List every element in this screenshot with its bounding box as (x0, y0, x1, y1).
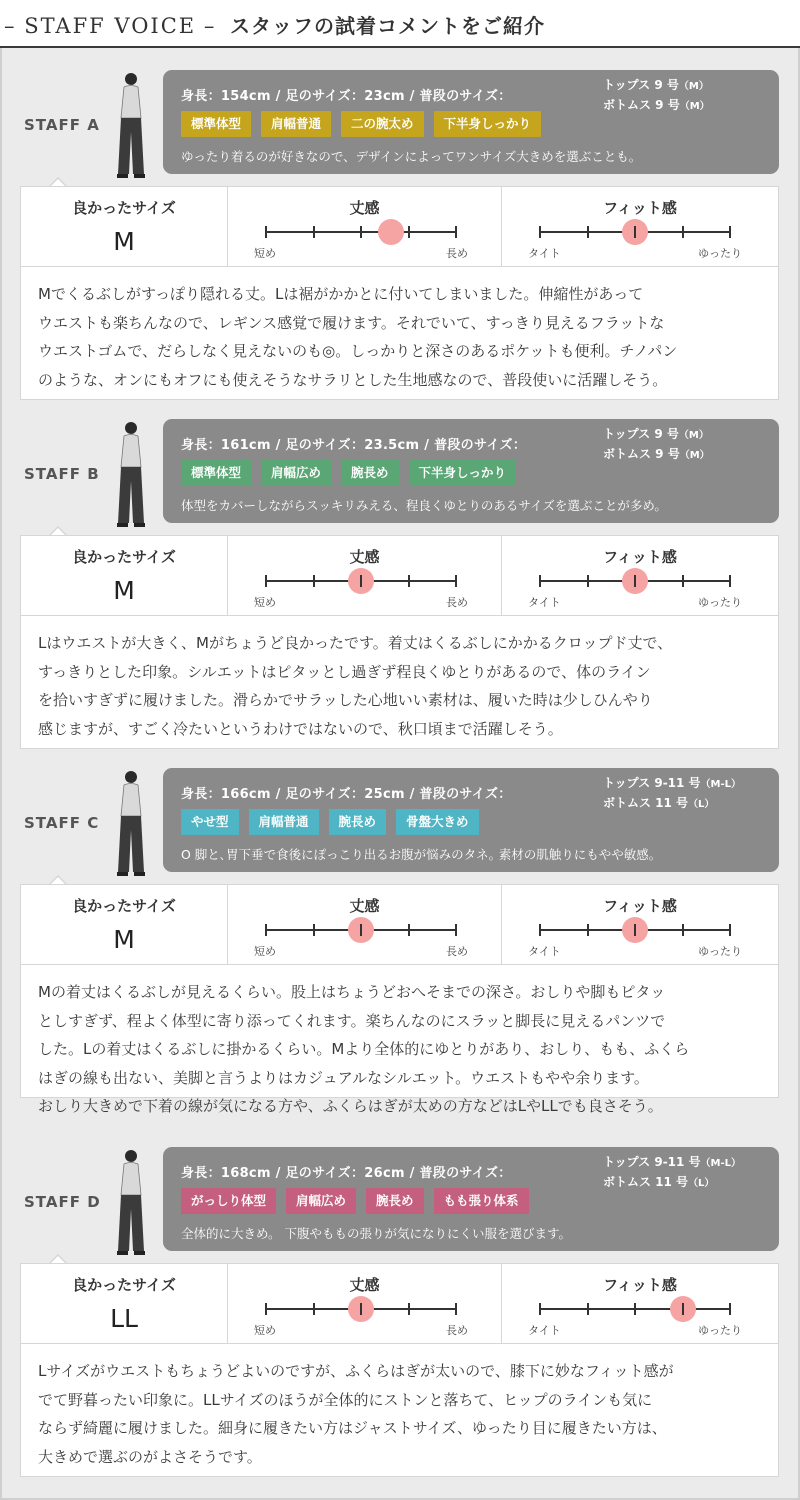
review-line: おしり大きめで下着の線が気になる方や、ふくらはぎが太めの方などはLやLLでも良さそう。 (38, 1097, 663, 1115)
fit-label: フィット感 (603, 199, 677, 217)
scale-tick (729, 226, 731, 238)
fit-scale (528, 1308, 742, 1337)
usual-size (603, 76, 710, 116)
fit-label: フィット感 (603, 548, 677, 566)
scale-tick (265, 575, 267, 587)
scale-tick (587, 924, 589, 936)
staff-card-4 (0, 1147, 800, 1496)
scale-tick (313, 575, 315, 587)
body-type-tag: 二の腕太め (341, 111, 424, 137)
review-line: ウエストゴムで、だらしなく見えないのも◎。しっかりと深さのあるポケットも便利。チノパン (38, 342, 678, 360)
staff-photo (108, 419, 154, 531)
staff-photo (108, 70, 154, 182)
body-type-tag: 肩幅普通 (261, 111, 331, 137)
scale-tick (265, 924, 267, 936)
usual-bottoms: ボトムス 11 号 (603, 796, 689, 810)
review-line: 大きめで選ぶのがよさそうです。 (38, 1447, 262, 1466)
fit-cell (502, 885, 778, 965)
scale-tick (729, 1303, 731, 1315)
scale-tick (682, 575, 684, 587)
staff-name: STAFF C (24, 814, 100, 832)
header-prefix: – (4, 14, 17, 38)
staff-measurements: 身長：168cm / 足のサイズ：26cm / 普段のサイズ： (181, 1166, 512, 1181)
review-text (38, 978, 763, 1121)
fit-label: フィット感 (603, 897, 677, 915)
scale-tick (313, 1303, 315, 1315)
scale-tick (408, 575, 410, 587)
body-type-tag: 腕長め (341, 460, 399, 486)
fit-max-label: ゆったり (698, 247, 742, 260)
fit-cell (502, 1264, 778, 1344)
good-size-value: M (113, 227, 135, 256)
body-type-tag: 肩幅広め (286, 1188, 356, 1214)
scale-tick (729, 575, 731, 587)
fit-min-label: タイト (528, 247, 561, 260)
length-cell (228, 1264, 502, 1344)
usual-bottoms: ボトムス 9 号 (603, 98, 680, 112)
staff-name: STAFF B (24, 465, 100, 483)
staff-measurements: 身長：154cm / 足のサイズ：23cm / 普段のサイズ： (181, 89, 512, 104)
usual-size (603, 1153, 741, 1193)
scale-tick (455, 1303, 457, 1315)
fit-max-label: ゆったり (698, 1324, 742, 1337)
fit-scale (528, 929, 742, 958)
fit-max-label: ゆったり (698, 596, 742, 609)
length-scale (254, 231, 468, 260)
body-type-tag: 肩幅広め (261, 460, 331, 486)
fit-min-label: タイト (528, 596, 561, 609)
scale-tick (265, 1303, 267, 1315)
usual-size (603, 425, 710, 465)
staff-measurements: 身長：166cm / 足のサイズ：25cm / 普段のサイズ： (181, 787, 512, 802)
length-scale (254, 1308, 468, 1337)
staff-card-3 (0, 768, 800, 1117)
staff-profile-box (163, 1147, 779, 1251)
scale-tick (360, 575, 362, 587)
fitting-panel (20, 535, 779, 749)
scale-tick (634, 226, 636, 238)
length-scale (254, 580, 468, 609)
page-header (0, 0, 800, 48)
staff-comment: ゆったり着るのが好きなので、デザインによってワンサイズ大きめを選ぶことも。 (181, 149, 642, 164)
header-title (4, 10, 545, 39)
good-size-label: 良かったサイズ (72, 548, 176, 566)
body-type-tag: がっしり体型 (181, 1188, 276, 1214)
scale-tick (587, 1303, 589, 1315)
length-min-label: 短め (254, 247, 276, 260)
body-type-tag: 標準体型 (181, 111, 251, 137)
review-line: でて野暮ったい印象に。LLサイズのほうが全体的にストンと落ちて、ヒップのラインも気に (38, 1390, 653, 1409)
scale-tick (682, 226, 684, 238)
review-line: した。Lの着丈はくるぶしに掛かるくらい。Mより全体的にゆとりがあり、おしり、もも、ふくら (38, 1040, 690, 1058)
scale-tick (587, 226, 589, 238)
body-type-tag: 下半身しっかり (409, 460, 517, 486)
review-line: すっきりとした印象。シルエットはピタッとし過ぎず程良くゆとりがあるので、体のライン (38, 662, 651, 681)
review-line: Mでくるぶしがすっぽり隠れる丈。Lは裾がかかとに付いてしまいました。伸縮性があって (38, 285, 644, 303)
review-line: ならず綺麗に履けました。細身に履きたい方はジャストサイズ、ゆったり目に履きたい方は、 (38, 1419, 667, 1437)
usual-bottoms-size: （M） (679, 450, 710, 461)
staff-profile-box (163, 768, 779, 872)
staff-comment: 全体的に大きめ。 下腹やももの張りが気になりにくい服を選びます。 (181, 1226, 571, 1241)
header-title-en: STAFF VOICE (24, 14, 197, 38)
scale-tick (539, 1303, 541, 1315)
size-row (21, 187, 778, 267)
good-size-value: M (113, 576, 135, 605)
review-line: を拾いすぎずに履けました。滑らかでサラッした心地いい素材は、履いた時は少しひんやり (38, 691, 653, 709)
scale-tick (539, 575, 541, 587)
body-type-tag: 骨盤大きめ (396, 809, 479, 835)
staff-name: STAFF A (24, 116, 100, 134)
review-line: としすぎず、程よく体型に寄り添ってくれます。楽ちんなのにスラッと脚長に見えるパンツで (38, 1011, 666, 1030)
good-size-value: LL (110, 1304, 138, 1333)
usual-bottoms: ボトムス 9 号 (603, 447, 680, 461)
size-row (21, 536, 778, 616)
body-type-tag: 標準体型 (181, 460, 251, 486)
length-max-label: 長め (446, 945, 468, 958)
staff-profile-box (163, 70, 779, 174)
scale-tick (408, 924, 410, 936)
good-size-label: 良かったサイズ (72, 1276, 176, 1294)
good-size-cell (21, 1264, 228, 1344)
fitting-panel (20, 186, 779, 400)
usual-tops: トップス 9 号 (603, 78, 679, 92)
length-min-label: 短め (254, 945, 276, 958)
length-label: 丈感 (349, 199, 380, 217)
length-cell (228, 885, 502, 965)
fitting-panel (20, 1263, 779, 1477)
length-min-label: 短め (254, 596, 276, 609)
good-size-cell (21, 885, 228, 965)
body-type-tag: 肩幅普通 (249, 809, 319, 835)
scale-tick (682, 1303, 684, 1315)
scale-tick (455, 226, 457, 238)
scale-tick (408, 1303, 410, 1315)
length-scale (254, 929, 468, 958)
usual-tops-size: （M） (678, 81, 709, 92)
body-type-tag: やせ型 (181, 809, 239, 835)
body-type-tag: もも張り体系 (434, 1188, 529, 1214)
review-line: Lサイズがウエストもちょうどよいのですが、ふくらはぎが太いので、膝下に妙なフィット感が (38, 1362, 674, 1380)
scale-tick (313, 924, 315, 936)
scale-tick (265, 226, 267, 238)
usual-tops-size: （M） (678, 430, 709, 441)
usual-size (603, 774, 741, 814)
review-line: のような、オンにもオフにも使えそうなサラリとした生地感なので、普段使いに活躍しそう。 (38, 370, 668, 389)
scale-tick (587, 575, 589, 587)
fit-max-label: ゆったり (698, 945, 742, 958)
review-text (38, 280, 763, 394)
scale-tick (313, 226, 315, 238)
body-type-tag: 腕長め (329, 809, 387, 835)
fit-label: フィット感 (603, 1276, 677, 1294)
fitting-panel (20, 884, 779, 1115)
body-type-tags (181, 809, 489, 835)
good-size-value: M (113, 925, 135, 954)
scale-tick (682, 924, 684, 936)
body-type-tags (181, 111, 551, 137)
scale-tick (634, 924, 636, 936)
scale-tick (455, 924, 457, 936)
scale-tick (539, 226, 541, 238)
scale-tick (729, 924, 731, 936)
header-title-ja: スタッフの試着コメントをご紹介 (230, 14, 545, 38)
usual-bottoms-size: （M） (679, 101, 710, 112)
scale-tick (408, 226, 410, 238)
length-label: 丈感 (349, 897, 380, 915)
staff-card-1 (0, 70, 800, 419)
usual-bottoms-size: （L） (688, 799, 715, 810)
review-line: Lはウエストが大きく、Mがちょうど良かったです。着丈はくるぶしにかかるクロップド丈で、 (38, 634, 673, 652)
size-row (21, 885, 778, 965)
review-line: ウエストも楽ちんなので、レギンス感覚で履けます。それでいて、すっきり見えるフラットな (38, 313, 665, 332)
size-row (21, 1264, 778, 1344)
good-size-label: 良かったサイズ (72, 897, 176, 915)
header-dash: – (203, 14, 217, 38)
staff-comment: 体型をカバーしながらスッキリみえる、程良くゆとりのあるサイズを選ぶことが多め。 (181, 498, 667, 513)
length-cell (228, 536, 502, 616)
review-line: Mの着丈はくるぶしが見えるくらい。股上はちょうどおへそまでの深さ。おしりや脚もピタッ (38, 983, 666, 1001)
good-size-cell (21, 187, 228, 267)
fit-cell (502, 536, 778, 616)
fit-min-label: タイト (528, 945, 561, 958)
scale-tick (360, 1303, 362, 1315)
staff-profile-box (163, 419, 779, 523)
length-max-label: 長め (446, 596, 468, 609)
usual-tops-size: （M-L） (700, 779, 742, 790)
fit-scale (528, 580, 742, 609)
length-min-label: 短め (254, 1324, 276, 1337)
body-type-tag: 下半身しっかり (434, 111, 542, 137)
fit-scale (528, 231, 742, 260)
staff-name: STAFF D (24, 1193, 101, 1211)
review-line: 感じますが、すごく冷たいというわけではないので、秋口頃まで活躍しそう。 (38, 719, 563, 738)
length-label: 丈感 (349, 1276, 380, 1294)
usual-bottoms-size: （L） (688, 1178, 715, 1189)
body-type-tags (181, 460, 526, 486)
scale-tick (539, 924, 541, 936)
staff-comment: O 脚と､胃下垂で食後にぽっこり出るお腹が悩みのタネ｡ 素材の肌触りにもやや敏感｡ (181, 847, 656, 862)
usual-tops: トップス 9 号 (603, 427, 679, 441)
scale-tick (634, 1303, 636, 1315)
usual-tops: トップス 9-11 号 (603, 1155, 701, 1169)
good-size-label: 良かったサイズ (72, 199, 176, 217)
body-type-tags (181, 1188, 539, 1214)
length-label: 丈感 (349, 548, 380, 566)
review-text (38, 629, 763, 743)
good-size-cell (21, 536, 228, 616)
scale-tick (360, 226, 362, 238)
staff-measurements: 身長：161cm / 足のサイズ：23.5cm / 普段のサイズ： (181, 438, 527, 453)
fit-cell (502, 187, 778, 267)
fit-min-label: タイト (528, 1324, 561, 1337)
review-line: はぎの線も出ない、美脚と言うよりはカジュアルなシルエット。ウエストもやや余ります。 (38, 1068, 649, 1087)
length-indicator (378, 219, 404, 245)
body-type-tag: 腕長め (366, 1188, 424, 1214)
length-cell (228, 187, 502, 267)
usual-tops: トップス 9-11 号 (603, 776, 701, 790)
staff-photo (108, 768, 154, 880)
scale-tick (360, 924, 362, 936)
length-max-label: 長め (446, 1324, 468, 1337)
usual-tops-size: （M-L） (700, 1158, 742, 1169)
review-text (38, 1357, 763, 1471)
scale-tick (634, 575, 636, 587)
staff-photo (108, 1147, 154, 1259)
usual-bottoms: ボトムス 11 号 (603, 1175, 689, 1189)
scale-tick (455, 575, 457, 587)
staff-card-2 (0, 419, 800, 768)
length-max-label: 長め (446, 247, 468, 260)
